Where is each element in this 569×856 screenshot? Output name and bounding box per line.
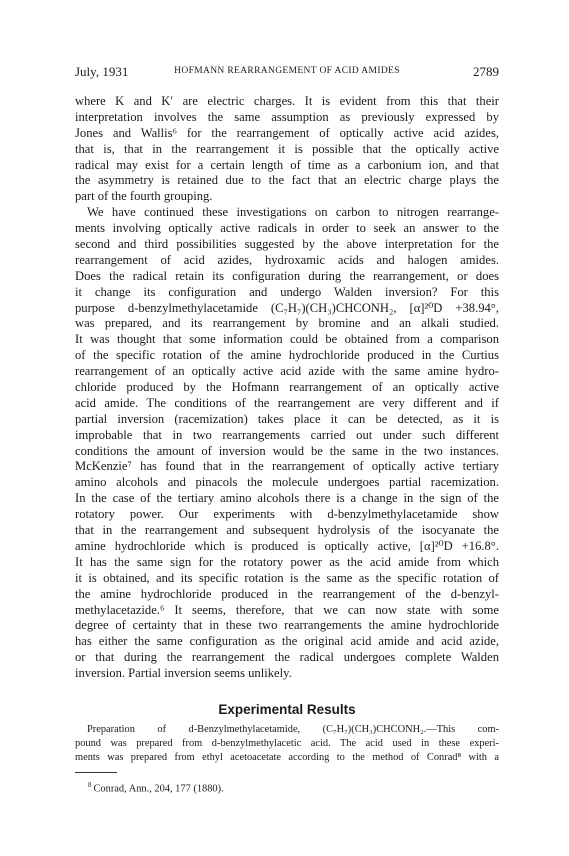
running-title: HOFMANN REARRANGEMENT OF ACID AMIDES bbox=[174, 66, 400, 76]
text-line: or that during the rearrangement the radical undergoes complete Walden bbox=[75, 650, 499, 665]
text-line: of the specific rotation of the amine hydrochloride produced in the Curtius bbox=[75, 348, 499, 363]
text-line: rotatory power. Our experiments with d-benzylmethylacetamide show bbox=[75, 507, 499, 522]
footnote-rule bbox=[75, 772, 117, 773]
text-line: methylacetazide.⁶ It seems, therefore, that we can now state with some bbox=[75, 602, 499, 617]
text-line: that in the rearrangement and subsequent hydrolysis of the isocyanate the bbox=[75, 523, 499, 538]
text-line: improbable that in two rearrangements carried out under such different bbox=[75, 427, 499, 442]
section-heading: Experimental Results bbox=[218, 702, 356, 717]
text-line: Does the radical retain its configuration during the rearrangement, or does bbox=[75, 268, 499, 283]
text-line: amine hydrochloride which is produced is optically active, [α]²⁰D +16.8°. bbox=[75, 538, 499, 553]
text-line: conditions the amount of inversion would be the same in the two instances. bbox=[75, 443, 499, 458]
page-number: 2789 bbox=[473, 64, 499, 79]
text-line: It has the same sign for the rotatory power as the acid amide from which bbox=[75, 554, 499, 569]
experimental-line: pound was prepared from d-benzylmethylacetic acid. The acid used in these experi- bbox=[75, 738, 499, 749]
text-line: rearrangement of an optically active acid azide with the same amine hydro- bbox=[75, 364, 499, 379]
text-line: In the case of the tertiary amino alcohols there is a change in the sign of the bbox=[75, 491, 499, 506]
text-line: inversion. Partial inversion seems unlikely. bbox=[75, 666, 292, 681]
text-line: was prepared, and its rearrangement by bromine and an alkali studied. bbox=[75, 316, 499, 331]
text-line: partial inversion (racemization) takes place it can be detected, as it is bbox=[75, 411, 499, 426]
text-line: part of the fourth grouping. bbox=[75, 189, 213, 204]
text-line: where K and K′ are electric charges. It is evident from this that their bbox=[75, 94, 499, 108]
text-line: radical may exist for a certain length of time as a carbonium ion, and that bbox=[75, 157, 499, 172]
experimental-line: Preparation of d-Benzylmethylacetamide, (C₇H₇)(CH₃)CHCONH₂.—This com- bbox=[87, 724, 499, 735]
text-line: second and third possibilities suggested by the above interpretation for the bbox=[75, 237, 499, 252]
text-line: We have continued these investigations on carbon to nitrogen rearrange- bbox=[87, 205, 499, 220]
text-line: ments involving optically active radicals in order to seek an answer to the bbox=[75, 221, 499, 236]
text-line: interpretation involves the same assumption as previously expressed by bbox=[75, 109, 499, 124]
experimental-line: ments was prepared from ethyl acetoacetate according to the method of Conrad⁸ with a bbox=[75, 752, 499, 763]
footnote-mark: 8 bbox=[88, 781, 92, 789]
text-line: it is obtained, and its specific rotation is the same as the specific rotation of bbox=[75, 570, 499, 585]
text-line: rearrangement of acid azides, hydroxamic acids and halogen amides. bbox=[75, 252, 499, 267]
text-line: acid amide. The conditions of the rearrangement are very different and if bbox=[75, 395, 499, 410]
body-text bbox=[75, 94, 499, 682]
footnote bbox=[88, 779, 224, 795]
text-line: chloride produced by the Hofmann rearrangement of an optically active bbox=[75, 380, 499, 395]
running-head bbox=[75, 64, 499, 80]
text-line: McKenzie⁷ has found that in the rearrangement of optically active tertiary bbox=[75, 459, 499, 474]
text-line: the asymmetry is retained due to the fact that an electric charge plays the bbox=[75, 173, 499, 188]
text-line: purpose d-benzylmethylacetamide (C₇H₇)(CH₃)CHCONH₂, [α]²⁰D +38.94°, bbox=[75, 300, 499, 315]
text-line: the amine hydrochloride produced in the rearrangement of the d-benzyl- bbox=[75, 586, 499, 601]
text-line: It was thought that some information could be obtained from a comparison bbox=[75, 332, 499, 347]
footnote-text: Conrad, Ann., 204, 177 (1880). bbox=[93, 783, 224, 795]
text-line: has either the same configuration as the original acid amide and acid azide, bbox=[75, 634, 499, 649]
text-line: Jones and Wallis⁶ for the rearrangement of optically active acid azides, bbox=[75, 125, 499, 140]
text-line: it change its configuration and undergo Walden inversion? For this bbox=[75, 284, 499, 299]
text-line: amino alcohols and pinacols the molecule undergoes partial racemization. bbox=[75, 475, 499, 490]
experimental-text bbox=[75, 723, 499, 765]
text-line: that is, that in the rearrangement it is possible that the optically active bbox=[75, 141, 499, 156]
text-line: degree of certainty that in these two rearrangements the amine hydrochloride bbox=[75, 618, 499, 633]
issue-date: July, 1931 bbox=[75, 64, 129, 79]
